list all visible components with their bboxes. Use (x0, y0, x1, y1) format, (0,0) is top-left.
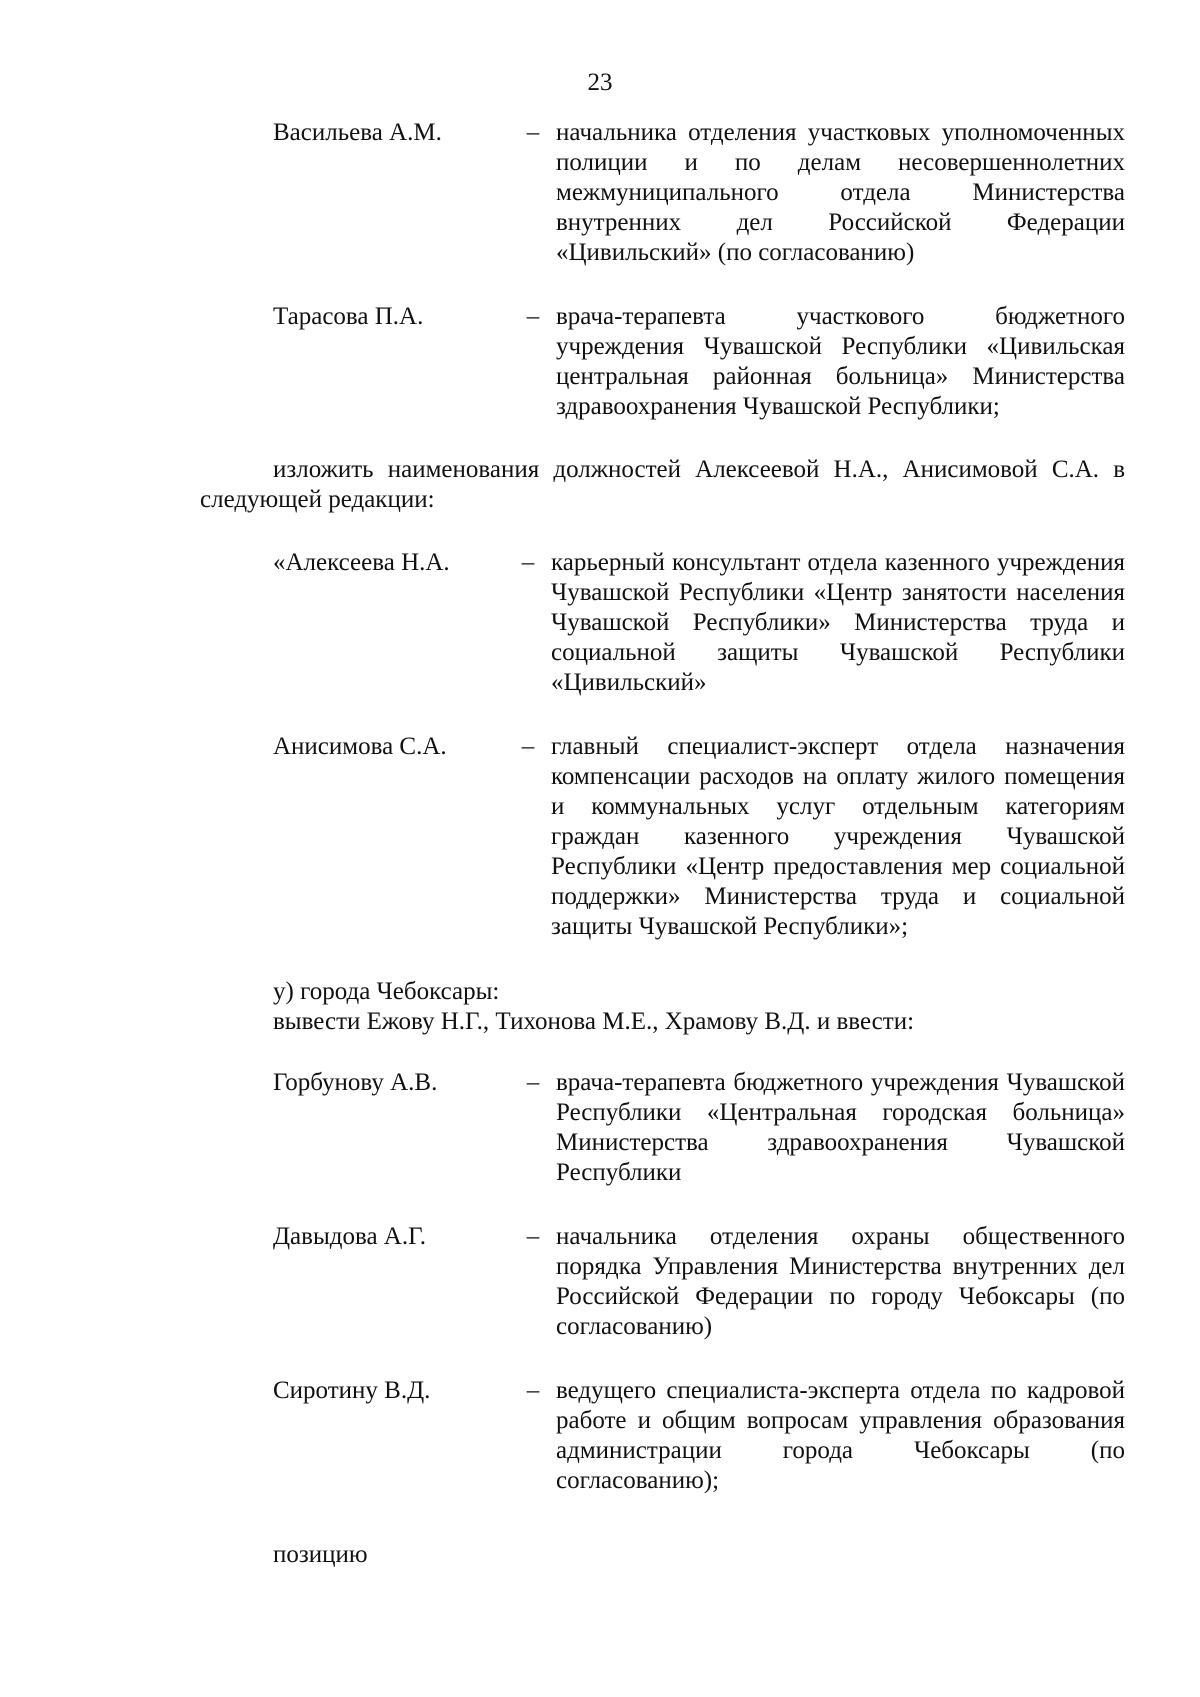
person-position: главный специалист-эксперт отдела назначения компенсации расходов на оплату жилого помещения и коммунальных услуг отдельным категориям граждан казенного учреждения Чувашской Республики «Центр предоставления мер социальной поддержки» Министерства труда и социальной защиты Чувашской Республики»; (551, 733, 1125, 940)
person-position: начальника отделения охраны общественного порядка Управления Министерства внутренних дел Российской Федерации по городу Чебоксары (по согласованию) (556, 1223, 1125, 1340)
dash-separator: – (521, 733, 535, 760)
person-name: Давыдова А.Г. (273, 1223, 426, 1250)
page-number: 23 (587, 69, 613, 96)
person-name: Васильева А.М. (273, 119, 442, 146)
dash-separator: – (526, 1223, 540, 1250)
dash-separator: – (526, 1377, 540, 1404)
dash-separator: – (526, 119, 540, 146)
edit-paragraph-line1: изложить наименования должностей Алексеевой Н.А., Анисимовой С.А. в (273, 456, 1125, 483)
dash-separator: – (526, 1069, 540, 1096)
person-name: Анисимова С.А. (273, 733, 447, 760)
person-name: Горбунову А.В. (273, 1069, 438, 1096)
person-position: начальника отделения участковых уполномоченных полиции и по делам несовершеннолетних межмуниципального отдела Министерства внутренних дел Российской Федерации «Цивильский» (по согласованию) (556, 119, 1125, 266)
dash-separator: – (521, 549, 535, 576)
edit-paragraph-line2: следующей редакции: (200, 486, 435, 513)
person-position: карьерный консультант отдела казенного учреждения Чувашской Республики «Центр занятости населения Чувашской Республики» Министерства труда и социальной защиты Чувашской Республики «Цивильский» (551, 549, 1125, 696)
person-name: Тарасова П.А. (273, 303, 424, 330)
edit-paragraph (200, 455, 1125, 515)
section-heading-cheboksary: у) города Чебоксары: (273, 978, 500, 1005)
dash-separator: – (526, 303, 540, 330)
person-position: врача-терапевта бюджетного учреждения Чувашской Республики «Центральная городская больница» Министерства здравоохранения Чувашской Республики (556, 1069, 1125, 1186)
person-name: Сиротину В.Д. (273, 1377, 431, 1404)
person-name: «Алексеева Н.А. (273, 549, 450, 576)
section-instruction: вывести Ежову Н.Г., Тихонова М.Е., Храмову В.Д. и ввести: (273, 1008, 915, 1035)
person-position: ведущего специалиста-эксперта отдела по кадровой работе и общим вопросам управления образования администрации города Чебоксары (по согласованию); (556, 1377, 1125, 1494)
closing-word: позицию (273, 1541, 368, 1568)
person-position: врача-терапевта участкового бюджетного учреждения Чувашской Республики «Цивильская центральная районная больница» Министерства здравоохранения Чувашской Республики; (556, 303, 1125, 420)
